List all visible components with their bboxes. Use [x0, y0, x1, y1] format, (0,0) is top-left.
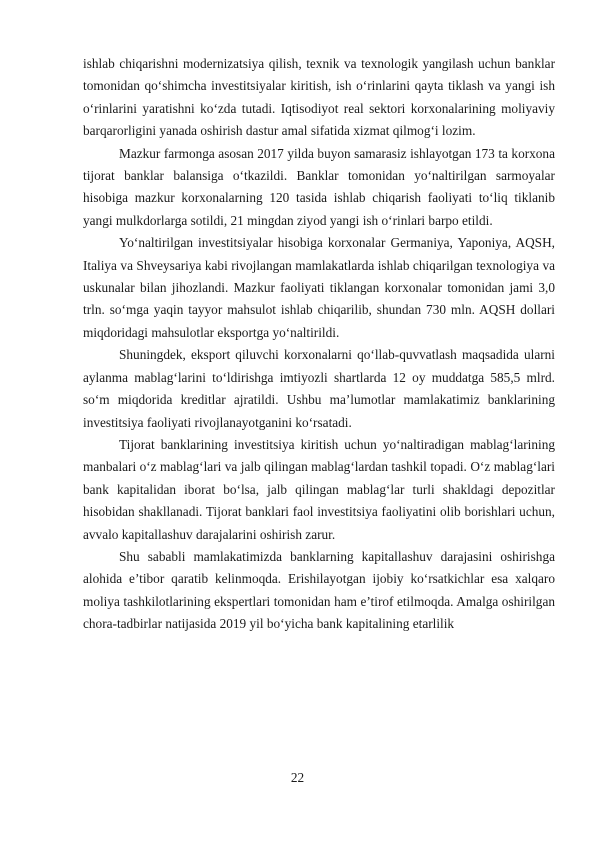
paragraph-6: Shu sababli mamlakatimizda banklarning kapitallashuv darajasini oshirishga alohida e’tibor qaratib kelinmoqda. Erishilayotgan ijobiy ko‘rsatkichlar esa xalqaro moliya tashkilotlarining ekspertlari tomonidan ham e’tirof etilmoqda. Amalga oshirilgan chora-tadbirlar natijasida 2019 yil bo‘yicha bank kapitalining etarlilik [83, 548, 555, 632]
paragraph-4: Shuningdek, eksport qiluvchi korxonalarni qo‘llab-quvvatlash maqsadida ularni aylanma mablag‘larini to‘ldirishga imtiyozli shartlarda 12 oy muddatga 585,5 mlrd. so‘m miqdorida kreditlar ajratildi. Ushbu ma’lumotlar mamlakatimiz banklarining investitsiya faoliyati rivojlanayotganini ko‘rsatadi. [83, 347, 555, 430]
paragraph-3: Yo‘naltirilgan investitsiyalar hisobiga korxonalar Germaniya, Yaponiya, AQSH, Italiya va Shveysariya kabi rivojlangan mamlakatlarda ishlab chiqarilgan texnologiya va uskunalar bilan jihozlandi. Mazkur faoliyati tiklangan korxonalar tomonidan jami 3,0 trln. so‘mga yaqin tayyor mahsulot ishlab chiqarilib, shundan 730 mln. AQSH dollari miqdoridagi mahsulotlar eksportga yo‘naltirildi. [83, 235, 555, 340]
page-number: 22 [290, 770, 305, 785]
paragraph-1: ishlab chiqarishni modernizatsiya qilish, texnik va texnologik yangilash uchun banklar tomonidan qo‘shimcha investitsiyalar kiritish, ish o‘rinlarini qayta tiklash va yangi ish o‘rinlarini yaratishni ko‘zda tutadi. Iqtisodiyot real sektori korxonalarining moliyaviy barqarorligini yanada oshirish dastur amal sifatida xizmat qilmog‘i lozim. [83, 56, 555, 139]
paragraph-2: Mazkur farmonga asosan 2017 yilda buyon samarasiz ishlayotgan 173 ta korxona tijorat banklar balansiga o‘tkazildi. Banklar tomonidan yo‘naltirilgan sarmoyalar hisobiga mazkur korxonalarning 120 tasida ishlab chiqarish faoliyati to‘liq tiklanib yangi mulkdorlarga sotildi, 21 mingdan ziyod yangi ish o‘rinlari barpo etildi. [83, 145, 555, 228]
document-body [83, 53, 555, 636]
paragraph-5: Tijorat banklarining investitsiya kiritish uchun yo‘naltiradigan mablag‘larining manbalari o‘z mablag‘lari va jalb qilingan mablag‘lardan tashkil topadi. O‘z mablag‘lari bank kapitalidan iborat bo‘lsa, jalb qilingan mablag‘lar turli shakldagi depozitlar hisobidan shakllanadi. Tijorat banklari faol investitsiya faoliyatini olib borishlari uchun, avvalo kapitallashuv darajalarini oshirish zarur. [83, 436, 555, 542]
